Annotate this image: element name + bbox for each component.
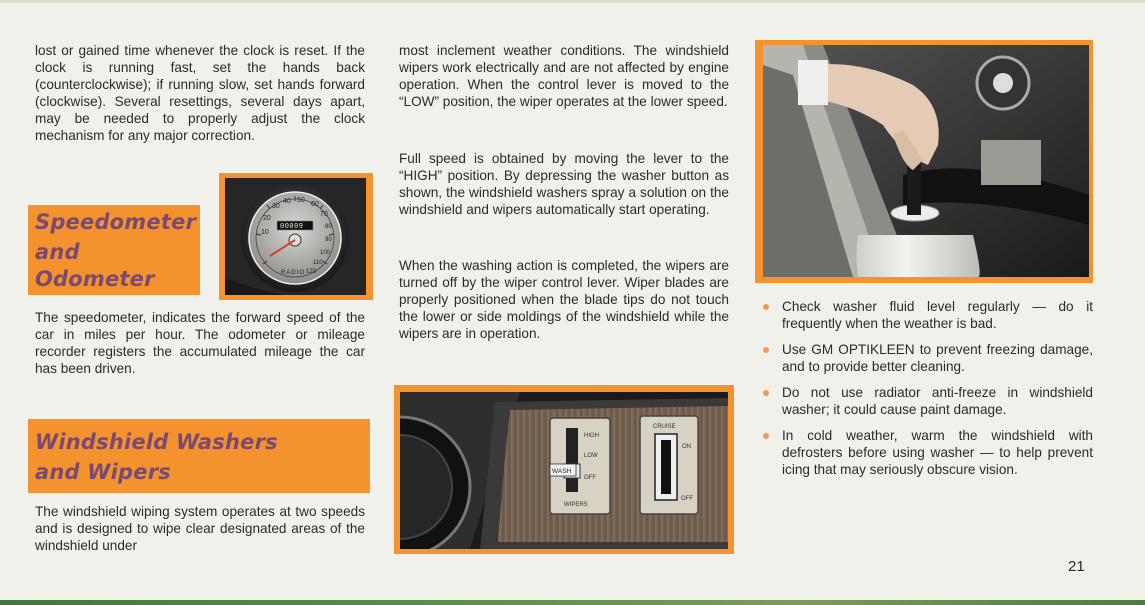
wiper-label-off: OFF [584, 475, 596, 481]
dial-number: 20 [263, 215, 271, 222]
cruise-on-label: ON [682, 444, 691, 450]
dial-number: 30 [272, 203, 280, 210]
washers-heading-line-2: and Wipers [35, 460, 171, 484]
cruise-off-label: OFF [681, 496, 693, 502]
dial-number: 40 [283, 198, 291, 205]
dial-number: 70 [320, 211, 328, 218]
washer-reservoir [857, 235, 980, 277]
wiper-label-wipers: WIPERS [564, 502, 588, 508]
dial-number: 100 [320, 250, 331, 256]
dial-number: 90 [325, 237, 332, 243]
washer-reservoir-photo [763, 45, 1089, 277]
list-item [763, 298, 1093, 332]
wiper-label-high: HIGH [584, 433, 599, 439]
speedometer-heading-line-1: Speedometer [35, 210, 197, 234]
dial-number: 120 [306, 269, 317, 275]
odometer-reading: 00009 [280, 223, 304, 231]
page-bottom-edge [0, 600, 1145, 605]
speedometer-photo [225, 178, 366, 295]
column2-paragraph-3: When the washing action is completed, the wipers are turned off by the wiper control lever. Wiper blades are properly positioned when the blade tips do not touch the lower or side moldings of the windshield while the wipers are in operation. [399, 258, 729, 341]
wiper-label-low: LOW [584, 453, 598, 459]
list-item [763, 341, 1093, 375]
page-number: 21 [1068, 558, 1085, 575]
bullet-text: Do not use radiator anti-freeze in windshield washer; it could cause paint damage. [782, 385, 1093, 417]
dial-number: 110 [313, 260, 323, 266]
dial-number: 10 [261, 229, 269, 236]
wiper-label-wash: WASH [552, 468, 572, 475]
speedometer-heading-line-3: Odometer [35, 267, 155, 291]
washers-paragraph: The windshield wiping system operates at two speeds and is designed to wipe clear designated areas of the windshield under [35, 504, 365, 553]
bullet-text: Check washer fluid level regularly — do it frequently when the weather is bad. [782, 299, 1093, 331]
dial-number: 60 [311, 201, 319, 208]
washer-tips-list [763, 298, 1093, 487]
bullet-icon [763, 433, 769, 439]
dial-number: 50 [297, 197, 305, 204]
dial-number: 80 [325, 224, 332, 230]
speedometer-paragraph: The speedometer, indicates the forward speed of the car in miles per hour. The odometer or mileage recorder registers the accumulated mileage the car has been driven. [35, 310, 365, 376]
list-item [763, 384, 1093, 418]
list-item [763, 427, 1093, 478]
bullet-icon [763, 304, 769, 310]
radio-label: RADIO [281, 270, 306, 276]
wiper-control-photo [400, 392, 728, 549]
column2-paragraph-2: Full speed is obtained by moving the lever to the “HIGH” position. By depressing the washer button as shown, the windshield washers spray a solution on the windshield and wipers automatically start operating. [399, 151, 729, 217]
page-top-edge [0, 0, 1145, 3]
bullet-icon [763, 347, 769, 353]
column2-paragraph-1: most inclement weather conditions. The windshield wipers work electrically and are not affected by engine operation. When the control lever is moved to the “LOW” position, the wiper operates at the lower speed. [399, 43, 729, 109]
cruise-label: CRUISE [653, 424, 676, 430]
washers-heading-line-1: Windshield Washers [35, 430, 278, 454]
speedometer-heading-line-2: and [35, 240, 80, 264]
clock-paragraph: lost or gained time whenever the clock is reset. If the clock is running fast, set the hands back (counterclockwise); if running slow, set hands forward (clockwise). Several resettings, several days apart, may be needed to properly adjust the clock mechanism for any major correction. [35, 43, 365, 143]
bullet-text: In cold weather, warm the windshield with defrosters before using washer — to help prevent icing that may seriously obscure vision. [782, 428, 1093, 477]
bullet-text: Use GM OPTIKLEEN to prevent freezing damage, and to provide better cleaning. [782, 342, 1093, 374]
bullet-icon [763, 390, 769, 396]
